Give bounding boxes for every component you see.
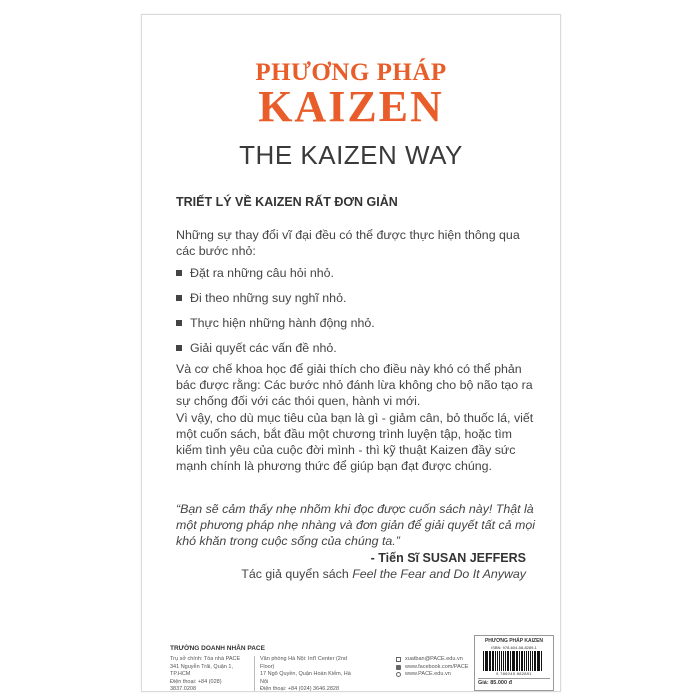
hanoi-office-address (254, 656, 360, 692)
globe-icon (396, 672, 401, 677)
intro-paragraph: Những sự thay đổi vĩ đại đều có thể được thực hiện thông qua các bước nhỏ: (176, 228, 520, 258)
list-item (176, 265, 536, 281)
contact-facebook (396, 664, 468, 672)
book-back-cover (141, 14, 561, 692)
title-vietnamese: PHƯƠNG PHÁP (255, 59, 447, 86)
list-item (176, 290, 536, 306)
bullet-square-icon (176, 320, 182, 326)
head-office-address (170, 656, 248, 692)
list-item (176, 340, 536, 356)
contact-website (396, 671, 468, 679)
title-kaizen: KAIZEN (258, 82, 444, 131)
contact-email (396, 656, 468, 664)
contact-links (396, 656, 468, 679)
barcode-digits: 9 786045 882891 (496, 671, 532, 676)
science-paragraph: Và cơ chế khoa học để giải thích cho điều này khó có thể phản bác được rằng: Các bước nhỏ đánh lừa không cho bộ não tạo ra sự chống đối với các thói quen, hành vi mới. (176, 362, 533, 408)
publisher-footer (142, 635, 560, 691)
bullet-square-icon (176, 345, 182, 351)
contact-website-text: www.PACE.edu.vn (405, 671, 451, 677)
list-item-text: Đi theo những suy nghĩ nhỏ. (190, 291, 347, 305)
quote-source (241, 567, 526, 581)
mail-icon (396, 657, 401, 662)
address-line: 341 Nguyễn Trãi, Quận 1, TP.HCM (170, 663, 233, 677)
facebook-icon (396, 665, 401, 670)
quote-author: - Tiến Sĩ SUSAN JEFFERS (370, 551, 526, 565)
barcode-bars-icon (483, 651, 545, 671)
address-line: Điện thoại: +84 (024) 3646.2828 (260, 686, 340, 692)
bullet-list (176, 265, 536, 365)
list-item-text: Thực hiện những hành động nhỏ. (190, 316, 375, 330)
section-heading: TRIẾT LÝ VỀ KAIZEN RẤT ĐƠN GIẢN (176, 195, 398, 209)
bullet-square-icon (176, 270, 182, 276)
publisher-name: TRƯỜNG DOANH NHÂN PACE (170, 645, 265, 652)
address-line: Văn phòng Hà Nội: Int'l Center (2nd Floor) (260, 656, 347, 670)
contact-facebook-text: www.facebook.com/PACE (405, 663, 469, 670)
address-line: Trụ sở chính: Tòa nhà PACE (170, 656, 241, 662)
quote-source-prefix: Tác giả quyển sách (241, 567, 353, 581)
list-item-text: Giải quyết các vấn đề nhỏ. (190, 341, 337, 355)
list-item-text: Đặt ra những câu hỏi nhỏ. (190, 266, 334, 280)
barcode-book-title: PHƯƠNG PHÁP KAIZEN (484, 638, 544, 644)
title-english: THE KAIZEN WAY (239, 140, 463, 170)
address-line: 17 Ngô Quyền, Quận Hoàn Kiếm, Hà Nội (260, 671, 351, 685)
address-line: Điện thoại: +84 (028) 3837.0208 (170, 678, 222, 692)
price-text: Giá: 85.000 đ (478, 678, 550, 686)
barcode-label (474, 635, 554, 691)
testimonial-quote: “Bạn sẽ cảm thấy nhẹ nhõm khi đọc được cuốn sách này! Thật là một phương pháp nhẹ nhàng và đơn giản để giải quyết tất cả mọi khó khăn trong cuộc sống của chúng ta.” (176, 502, 536, 548)
list-item (176, 315, 536, 331)
quote-source-book-title: Feel the Fear and Do It Anyway (352, 567, 526, 581)
goal-paragraph: Vì vậy, cho dù mục tiêu của bạn là gì - giảm cân, bỏ thuốc lá, viết một cuốn sách, bắt đầu một chương trình luyện tập, hoặc tìm kiếm tình yêu của cuộc đời mình - thì kỹ thuật Kaizen đầy sức mạnh chính là phương thức để giúp bạn đạt được chúng. (176, 411, 534, 473)
bullet-square-icon (176, 295, 182, 301)
contact-email-text: xuatban@PACE.edu.vn (405, 656, 463, 662)
isbn-text: ISBN: 978-604-58-8289-1 (491, 645, 537, 650)
